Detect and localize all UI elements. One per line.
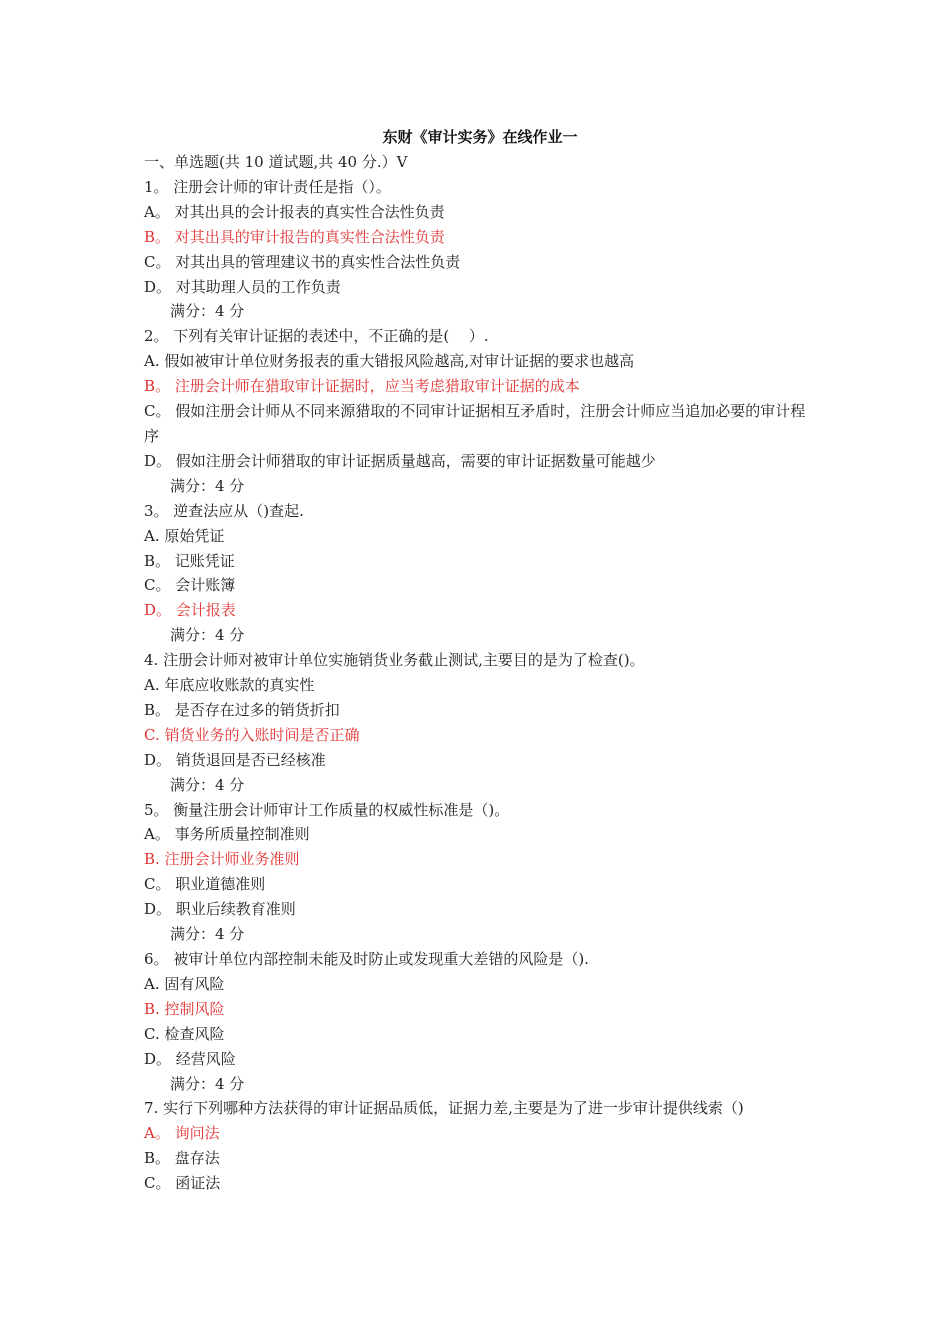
- answer-option: C。 假如注册会计师从不同来源猎取的不同审计证据相互矛盾时，注册会计师应当追加必要的审计程序: [144, 402, 806, 445]
- correct-answer-option: B. 注册会计师业务准则: [144, 850, 300, 869]
- answer-option: A. 原始凭证: [144, 526, 225, 545]
- answer-option: C. 检查风险: [144, 1024, 225, 1043]
- answer-option: A。 对其出具的会计报表的真实性合法性负责: [144, 202, 445, 221]
- score-label: 满分：4 分: [170, 1074, 245, 1093]
- question-block: [144, 499, 816, 648]
- answer-option: D。 经营风险: [144, 1049, 236, 1068]
- question-stem: 2。 下列有关审计证据的表述中，不正确的是( ）.: [144, 327, 489, 346]
- score-label: 满分：4 分: [170, 925, 245, 944]
- answer-option: A。 事务所质量控制准则: [144, 825, 310, 844]
- question-list: [144, 175, 816, 1196]
- answer-option: C。 职业道德准则: [144, 875, 266, 894]
- document-page: [144, 124, 816, 1196]
- answer-option: C。 对其出具的管理建议书的真实性合法性负责: [144, 252, 461, 271]
- answer-option: B。 记账凭证: [144, 551, 235, 570]
- answer-option: A. 假如被审计单位财务报表的重大错报风险越高,对审计证据的要求也越高: [144, 352, 635, 371]
- answer-option: B。 盘存法: [144, 1149, 220, 1168]
- score-label: 满分：4 分: [170, 476, 245, 495]
- answer-option: A. 固有风险: [144, 974, 225, 993]
- correct-answer-option: C. 销货业务的入账时间是否正确: [144, 725, 360, 744]
- question-stem: 1。 注册会计师的审计责任是指（）。: [144, 177, 391, 196]
- question-block: [144, 798, 816, 947]
- question-block: [144, 947, 816, 1096]
- score-label: 满分：4 分: [170, 302, 245, 321]
- question-stem: 7. 实行下列哪种方法获得的审计证据品质低，证据力差,主要是为了进一步审计提供线索（): [144, 1099, 744, 1118]
- answer-option: D。 销货退回是否已经核准: [144, 750, 326, 769]
- answer-option: C。 函证法: [144, 1174, 221, 1193]
- question-block: [144, 1096, 816, 1196]
- answer-option: D。 职业后续教育准则: [144, 900, 296, 919]
- correct-answer-option: A。 询问法: [144, 1124, 220, 1143]
- answer-option: A. 年底应收账款的真实性: [144, 676, 315, 695]
- correct-answer-option: B。 注册会计师在猎取审计证据时，应当考虑猎取审计证据的成本: [144, 377, 580, 396]
- question-stem: 3。 逆查法应从（)查起.: [144, 501, 304, 520]
- question-stem: 4. 注册会计师对被审计单位实施销货业务截止测试,主要目的是为了检查()。: [144, 651, 645, 670]
- correct-answer-option: D。 会计报表: [144, 601, 236, 620]
- document-title: 东财《审计实务》在线作业一: [382, 128, 578, 146]
- question-stem: 5。 衡量注册会计师审计工作质量的权威性标准是（)。: [144, 800, 510, 819]
- answer-option: D。 对其助理人员的工作负责: [144, 277, 341, 296]
- question-block: [144, 175, 816, 324]
- correct-answer-option: B. 控制风险: [144, 999, 225, 1018]
- section-heading: 一、单选题(共 10 道试题,共 40 分.）V: [144, 153, 408, 171]
- question-stem: 6。 被审计单位内部控制未能及时防止或发现重大差错的风险是（).: [144, 950, 589, 968]
- correct-answer-option: B。 对其出具的审计报告的真实性合法性负责: [144, 227, 445, 246]
- score-label: 满分：4 分: [170, 775, 245, 794]
- question-block: [144, 648, 816, 797]
- answer-option: C。 会计账簿: [144, 576, 236, 595]
- answer-option: B。 是否存在过多的销货折扣: [144, 700, 340, 719]
- question-block: [144, 324, 816, 498]
- answer-option: D。 假如注册会计师猎取的审计证据质量越高，需要的审计证据数量可能越少: [144, 451, 656, 470]
- score-label: 满分：4 分: [170, 626, 245, 645]
